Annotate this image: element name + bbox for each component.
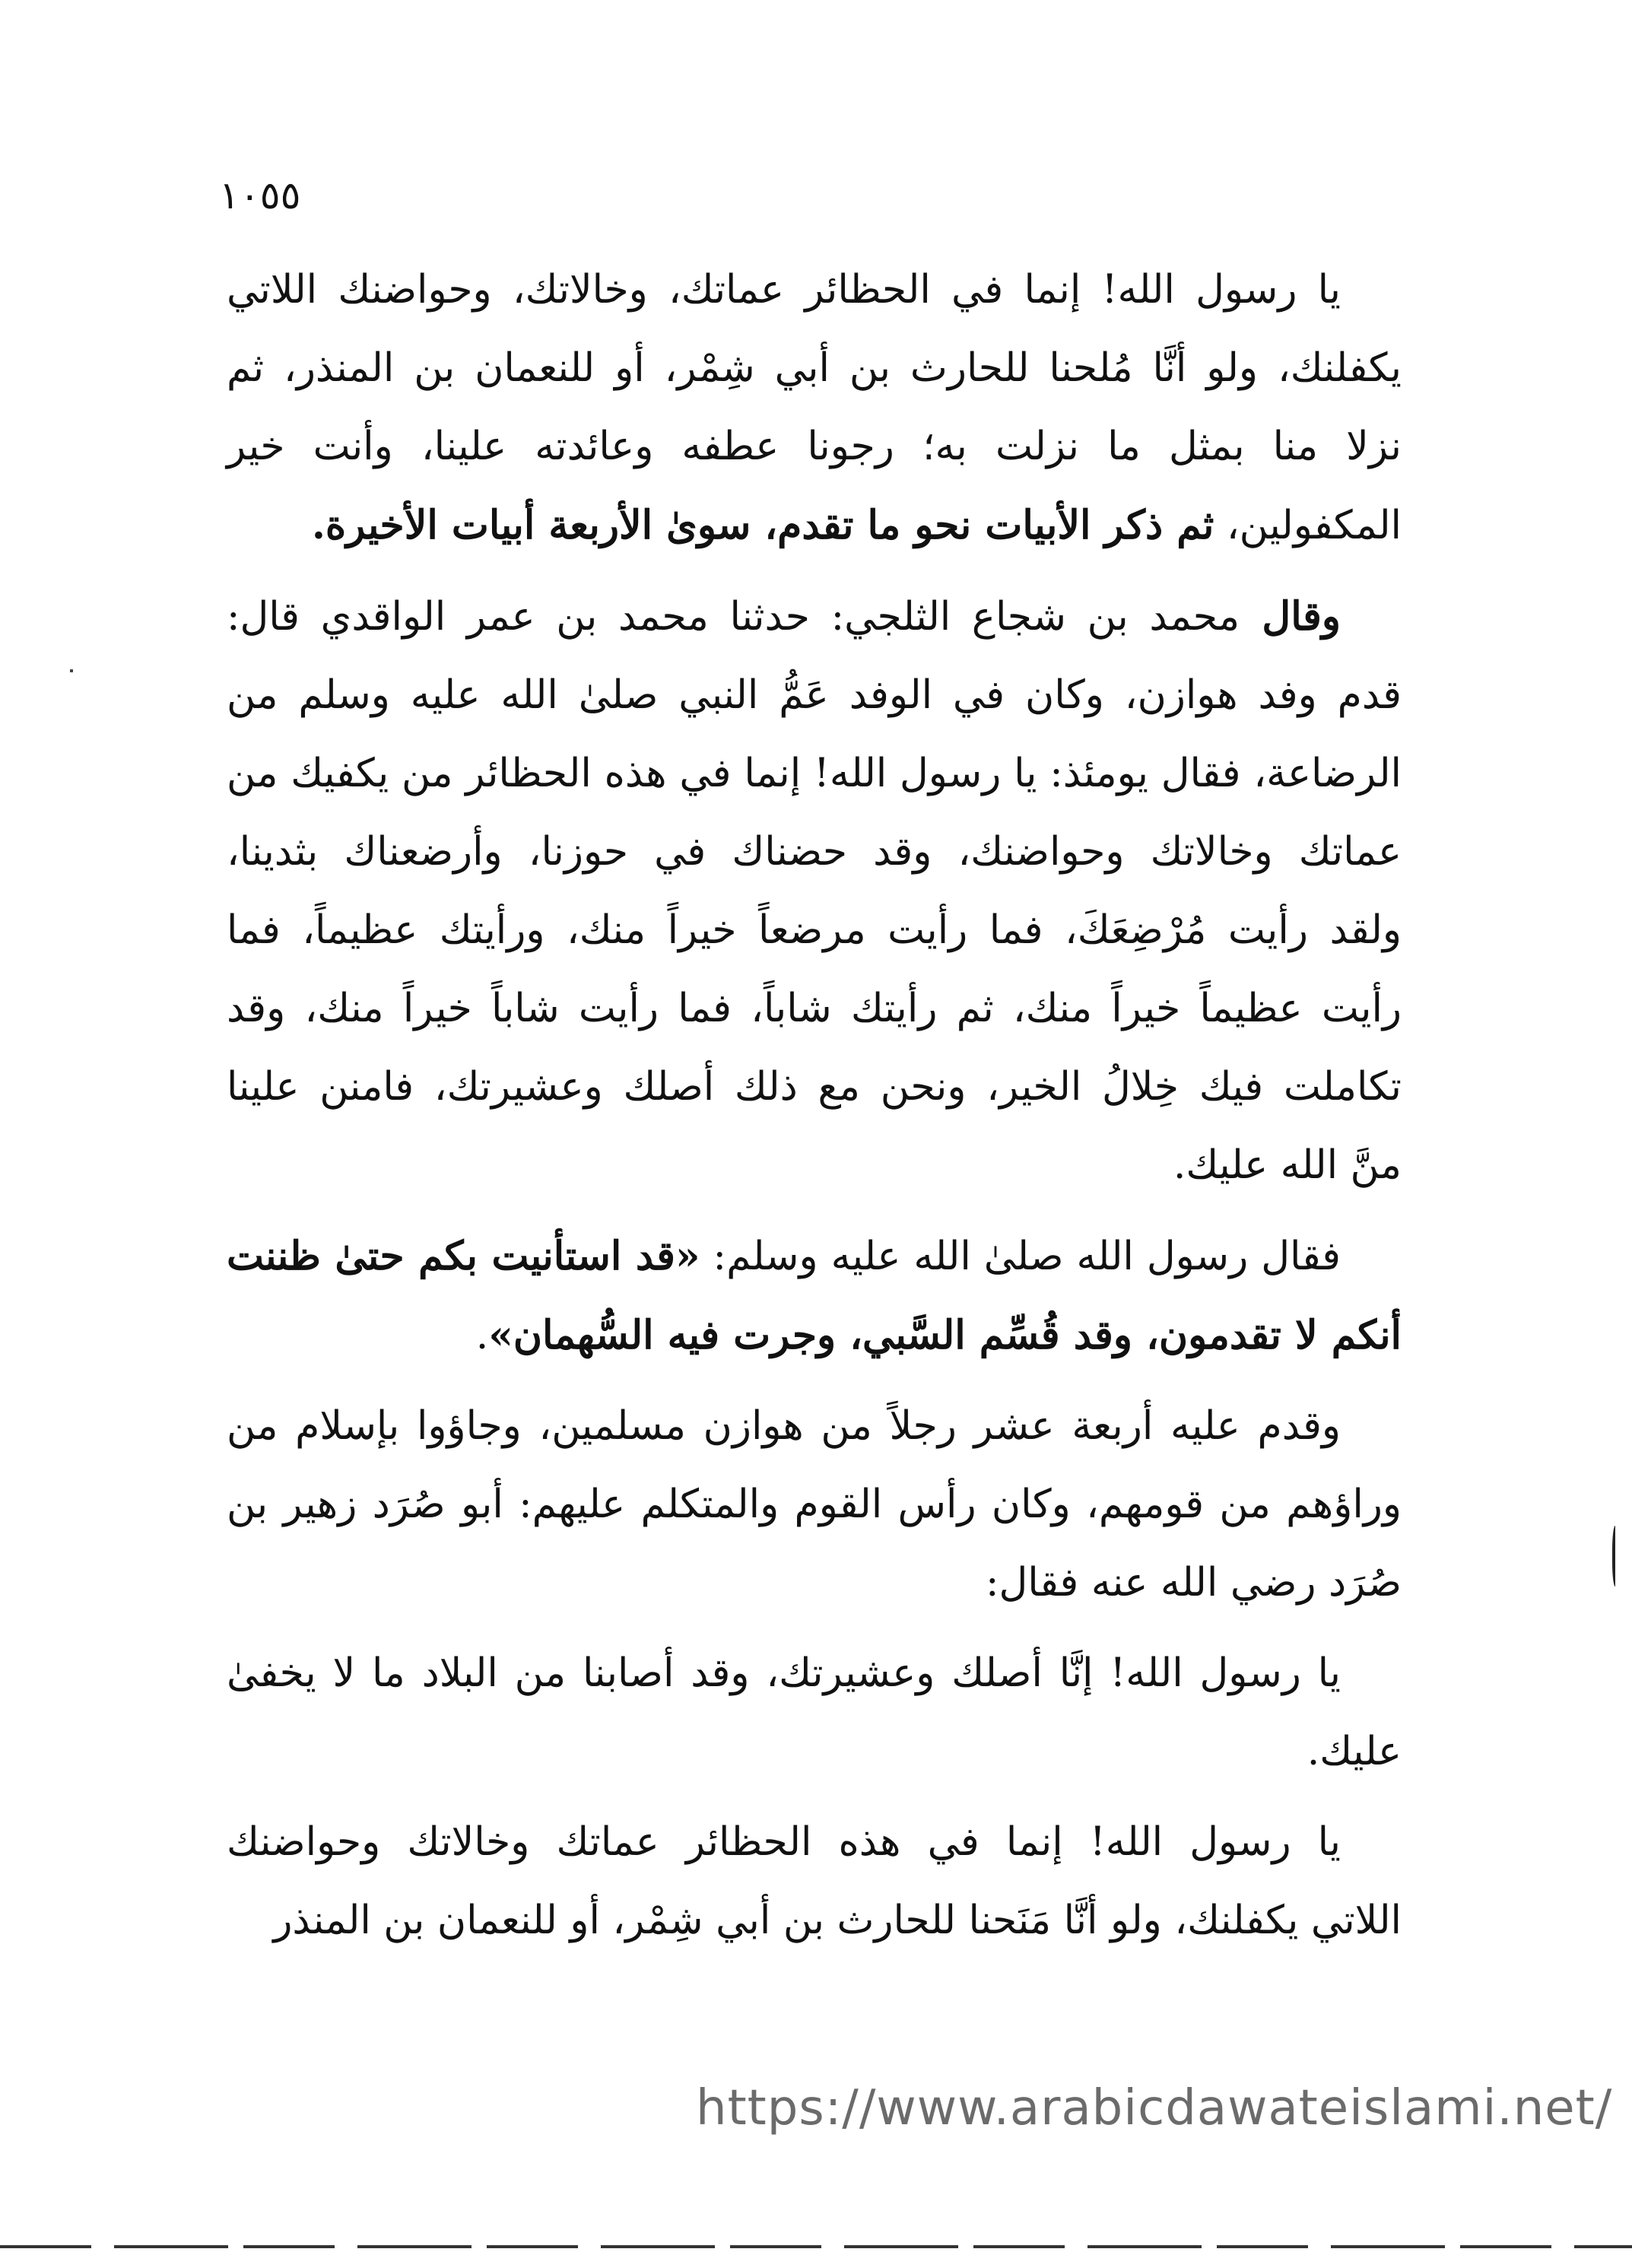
bold-text-run: «قد استأنيت بكم حتىٰ ظننت	[227, 1233, 700, 1279]
text-run: .	[475, 1313, 489, 1358]
body-text	[227, 251, 1402, 1972]
bold-text-run: ثم ذكر الأبيات نحو ما تقدم، سوىٰ الأربعة أبيات الأخيرة.	[311, 502, 1214, 548]
paragraph	[227, 1387, 1402, 1622]
text-line	[227, 251, 1402, 329]
text-run: اللاتي يكفلنك، ولو أنَّا مَنَحنا للحارث بن أبي شِمْر، أو للنعمان بن المنذر	[273, 1898, 1402, 1943]
text-line	[227, 1466, 1402, 1544]
text-line	[227, 577, 1402, 656]
text-run: عليك.	[1307, 1729, 1402, 1774]
footer-rule	[0, 2245, 1632, 2248]
text-line	[227, 1126, 1402, 1205]
text-line	[227, 1048, 1402, 1126]
text-run: الرضاعة، فقال يومئذ: يا رسول الله! إنما في هذه الحظائر من يكفيك من	[227, 751, 1402, 796]
text-run: نزلا منا بمثل ما نزلت به؛ رجونا عطفه وعائدته علينا، وأنت خير	[227, 424, 1402, 469]
text-line	[227, 1296, 1402, 1375]
text-run: فقال رسول الله صلىٰ الله عليه وسلم:	[700, 1234, 1341, 1279]
page-number: ١٠٥٥	[219, 173, 301, 218]
paragraph	[227, 1634, 1402, 1791]
text-line	[227, 1544, 1402, 1622]
text-line	[227, 1217, 1402, 1296]
text-line	[227, 1634, 1402, 1713]
text-run: عماتك وخالاتك وحواضنك، وقد حضناك في حوزنا، وأرضعناك بثدينا،	[227, 829, 1402, 875]
paragraph	[227, 1217, 1402, 1375]
text-run: يا رسول الله! إنما في هذه الحظائر عماتك وخالاتك وحواضنك	[227, 1819, 1341, 1865]
text-run: وراؤهم من قومهم، وكان رأس القوم والمتكلم عليهم: أبو صُرَد زهير بن	[227, 1482, 1402, 1527]
text-line	[227, 970, 1402, 1048]
text-line	[227, 1803, 1402, 1882]
paragraph	[227, 251, 1402, 565]
text-run: ولقد رأيت مُرْضِعَكَ، فما رأيت مرضعاً خيراً منك، ورأيتك عظيماً، فما	[227, 907, 1402, 953]
text-line	[227, 891, 1402, 970]
bold-text-run: وقال	[1240, 593, 1341, 640]
text-line	[227, 1387, 1402, 1466]
text-line	[227, 408, 1402, 486]
text-line	[227, 656, 1402, 735]
text-run: صُرَد رضي الله عنه فقال:	[985, 1560, 1402, 1606]
text-run: يا رسول الله! إنما في الحظائر عماتك، وخالاتك، وحواضنك اللاتي	[227, 267, 1341, 313]
text-line	[227, 735, 1402, 813]
scan-edge-mark	[1612, 1526, 1620, 1587]
text-run: محمد بن شجاع الثلجي: حدثنا محمد بن عمر الواقدي قال:	[227, 594, 1240, 640]
text-run: يا رسول الله! إنَّا أصلك وعشيرتك، وقد أصابنا من البلاد ما لا يخفىٰ	[227, 1650, 1341, 1696]
text-line	[227, 1713, 1402, 1791]
paragraph	[227, 577, 1402, 1205]
bold-text-run: أنكم لا تقدمون، وقد قُسِّم السَّبي، وجرت فيه السُّهمان»	[488, 1312, 1402, 1358]
watermark-url: https://www.arabicdawateislami.net/	[696, 2080, 1613, 2136]
text-run: قدم وفد هوازن، وكان في الوفد عَمُّ النبي صلىٰ الله عليه وسلم من	[227, 672, 1402, 718]
text-run: تكاملت فيك خِلالُ الخير، ونحن مع ذلك أصلك وعشيرتك، فامنن علينا	[227, 1064, 1402, 1110]
text-run: منَّ الله عليك.	[1173, 1142, 1402, 1188]
text-run: المكفولين،	[1214, 503, 1402, 548]
text-run: وقدم عليه أربعة عشر رجلاً من هوازن مسلمين، وجاؤوا بإسلام من	[227, 1403, 1341, 1449]
paragraph	[227, 1803, 1402, 1960]
text-line	[227, 1882, 1402, 1960]
scan-speck	[70, 669, 73, 672]
text-line	[227, 813, 1402, 891]
text-run: يكفلنك، ولو أنَّا مُلحنا للحارث بن أبي شِمْر، أو للنعمان بن المنذر، ثم	[227, 345, 1402, 391]
text-run: رأيت عظيماً خيراً منك، ثم رأيتك شاباً، فما رأيت شاباً خيراً منك، وقد	[227, 986, 1402, 1031]
text-line	[227, 486, 1402, 565]
text-line	[227, 329, 1402, 408]
